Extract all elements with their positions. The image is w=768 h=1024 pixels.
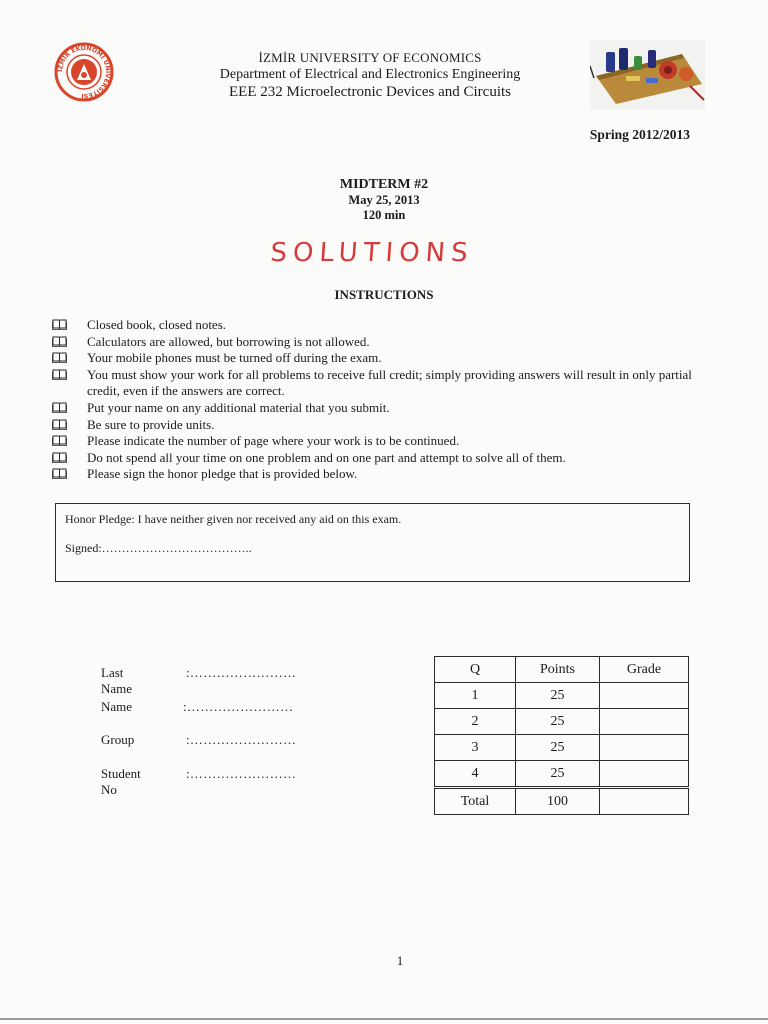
department-name: Department of Electrical and Electronics Engineering: [219, 67, 521, 82]
instruction-text: Put your name on any additional material that you submit.: [87, 399, 390, 415]
circuit-board-photo: [590, 40, 705, 110]
list-item: [52, 334, 702, 351]
instruction-text: Closed book, closed notes.: [87, 317, 227, 332]
open-book-icon: [52, 402, 67, 413]
question-grade[interactable]: [600, 735, 689, 761]
course-title: EEE 232 Microelectronic Devices and Circuits: [229, 84, 511, 100]
open-book-icon: [52, 369, 67, 380]
list-item: [52, 417, 702, 434]
total-points: 100: [516, 788, 600, 815]
page-number: 1: [396, 953, 404, 968]
open-book-icon: [52, 419, 67, 430]
header-grade: Grade: [600, 657, 689, 683]
logo-ring-text: İZMİR EKONOMİ ÜNİVERSİTESİ: [56, 44, 112, 100]
instruction-text: Please sign the honor pledge that is provided below.: [87, 466, 358, 482]
honor-pledge-box: [55, 503, 690, 582]
scan-edge: [0, 1018, 768, 1020]
table-row: [435, 683, 689, 709]
header-block: [150, 50, 590, 102]
instruction-text: Please indicate the number of page where your work is to be continued.: [87, 433, 460, 449]
list-item: [52, 450, 702, 467]
question-points: 25: [516, 735, 600, 761]
solutions-stamp: SOLUTIONS: [269, 238, 475, 268]
list-item: [52, 466, 702, 483]
university-name: İZMİR UNIVERSITY OF ECONOMICS: [258, 50, 482, 65]
open-book-icon: [52, 452, 67, 463]
exam-title: MIDTERM #2: [339, 177, 429, 192]
question-number: 4: [435, 761, 516, 788]
exam-duration: 120 min: [362, 208, 406, 222]
open-book-icon: [52, 435, 67, 446]
signature-line[interactable]: Signed:………………………………..: [65, 541, 252, 555]
instruction-text: Your mobile phones must be turned off during the exam.: [87, 350, 382, 366]
grade-table: [434, 656, 689, 815]
university-seal-icon: [54, 42, 114, 102]
question-grade[interactable]: [600, 683, 689, 709]
header-q: Q: [435, 657, 516, 683]
instructions-title: INSTRUCTIONS: [334, 287, 434, 302]
total-grade[interactable]: [600, 788, 689, 815]
list-item: [52, 350, 702, 367]
open-book-icon: [52, 319, 67, 330]
instruction-text: Do not spend all your time on one problem and on one part and attempt to solve all of them.: [87, 449, 566, 465]
question-number: 3: [435, 735, 516, 761]
total-row: [435, 788, 689, 815]
last-name-input[interactable]: :……………………: [186, 665, 297, 680]
open-book-icon: [52, 336, 67, 347]
instruction-text: Calculators are allowed, but borrowing is not allowed.: [87, 333, 370, 349]
university-logo: [54, 42, 114, 102]
open-book-icon: [52, 352, 67, 363]
question-points: 25: [516, 709, 600, 735]
question-number: 2: [435, 709, 516, 735]
instruction-text: Be sure to provide units.: [87, 416, 215, 432]
field-label: Group: [101, 732, 135, 747]
table-row: [435, 709, 689, 735]
list-item: [52, 317, 702, 334]
field-label: Student No: [101, 765, 141, 797]
field-label: Name: [101, 698, 133, 714]
list-item: [52, 400, 702, 417]
instruction-text: You must show your work for all problems to receive full credit; simply providing answers will result in only partial credit, even if the answers are correct.: [87, 366, 692, 399]
question-points: 25: [516, 683, 600, 709]
pledge-text: Honor Pledge: I have neither given nor received any aid on this exam.: [65, 512, 402, 526]
student-no-input[interactable]: :……………………: [186, 765, 297, 781]
exam-info: [284, 177, 484, 224]
question-number: 1: [435, 683, 516, 709]
name-input[interactable]: :……………………: [183, 698, 294, 714]
instructions-list: [52, 317, 702, 483]
semester-label: Spring 2012/2013: [589, 127, 690, 142]
list-item: [52, 367, 702, 400]
total-label: Total: [435, 788, 516, 815]
table-row: [435, 761, 689, 788]
exam-date: May 25, 2013: [348, 192, 420, 207]
header-points: Points: [516, 657, 600, 683]
question-grade[interactable]: [600, 761, 689, 788]
list-item: [52, 433, 702, 450]
table-row: [435, 735, 689, 761]
field-label: Last Name: [101, 665, 133, 696]
open-book-icon: [52, 468, 67, 479]
group-input[interactable]: :……………………: [186, 732, 297, 747]
question-points: 25: [516, 761, 600, 788]
question-grade[interactable]: [600, 709, 689, 735]
table-header-row: [435, 657, 689, 683]
